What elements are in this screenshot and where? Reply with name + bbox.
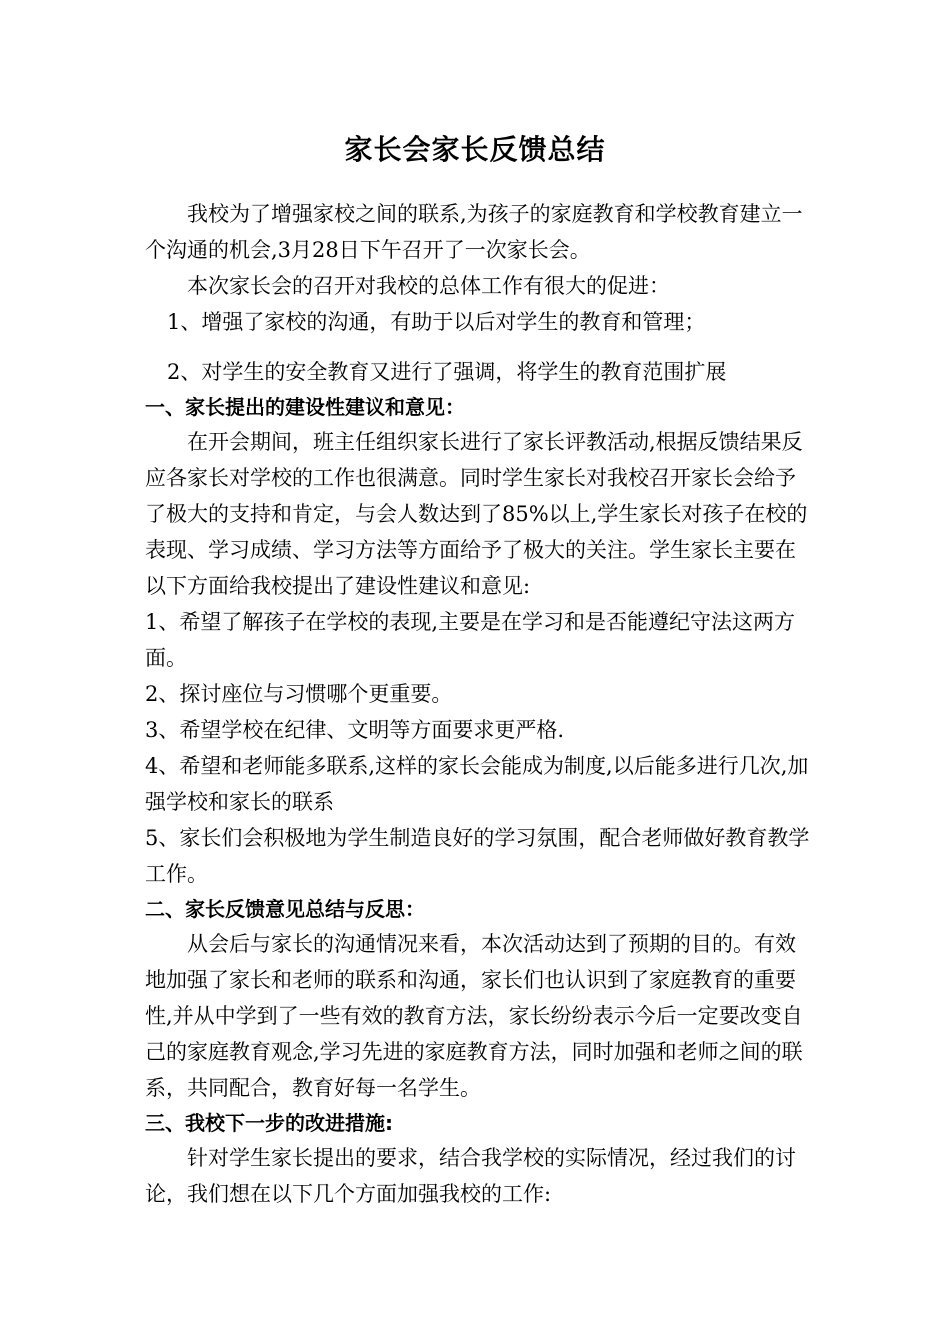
intro-paragraph: 本次家长会的召开对我校的总体工作有很大的促进： bbox=[187, 274, 670, 298]
intro-paragraph: 我校为了增强家校之间的联系,为孩子的家庭教育和学校教育建立一个沟通的机会,3月28日下午召开了一次家长会。 bbox=[145, 202, 803, 262]
section-paragraph: 针对学生家长提出的要求，结合我学校的实际情况，经过我们的讨论，我们想在以下几个方面加强我校的工作: bbox=[145, 1146, 796, 1206]
section-heading: 三、我校下一步的改进措施: bbox=[145, 1111, 393, 1135]
list-item: 5、家长们会积极地为学生制造良好的学习氛围，配合老师做好教育教学工作。 bbox=[145, 826, 810, 886]
promotion-item: 2、对学生的安全教育又进行了强调，将学生的教育范围扩展 bbox=[167, 360, 727, 384]
section-paragraph: 从会后与家长的沟通情况来看，本次活动达到了预期的目的。有效地加强了家长和老师的联系和沟通，家长们也认识到了家庭教育的重要性,并从中学到了一些有效的教育方法，家长纷纷表示今后一定要改变自己的家庭教育观念,学习先进的家庭教育方法，同时加强和老师之间的联系，共同配合，教育好每一名学生。 bbox=[145, 932, 803, 1100]
list-item: 3、希望学校在纪律、文明等方面要求更严格. bbox=[145, 718, 565, 742]
section-heading: 一、家长提出的建设性建议和意见： bbox=[145, 395, 465, 419]
promotion-item: 1、增强了家校的沟通，有助于以后对学生的教育和管理； bbox=[167, 310, 706, 334]
document-title: 家长会家长反馈总结 bbox=[344, 133, 606, 166]
section-heading: 二、家长反馈意见总结与反思： bbox=[145, 897, 425, 921]
section-paragraph: 在开会期间，班主任组织家长进行了家长评教活动,根据反馈结果反应各家长对学校的工作也很满意。同时学生家长对我校召开家长会给予了极大的支持和肯定，与会人数达到了85%以上,学生家长对孩子在校的表现、学习成绩、学习方法等方面给予了极大的关注。学生家长主要在以下方面给我校提出了建设性建议和意见: bbox=[145, 430, 808, 598]
list-item: 1、希望了解孩子在学校的表现,主要是在学习和是否能遵纪守法这两方面。 bbox=[145, 610, 796, 670]
list-item: 4、希望和老师能多联系,这样的家长会能成为制度,以后能多进行几次,加强学校和家长的联系 bbox=[145, 754, 809, 814]
list-item: 2、探讨座位与习惯哪个更重要。 bbox=[145, 682, 453, 706]
document-body bbox=[145, 196, 810, 1212]
